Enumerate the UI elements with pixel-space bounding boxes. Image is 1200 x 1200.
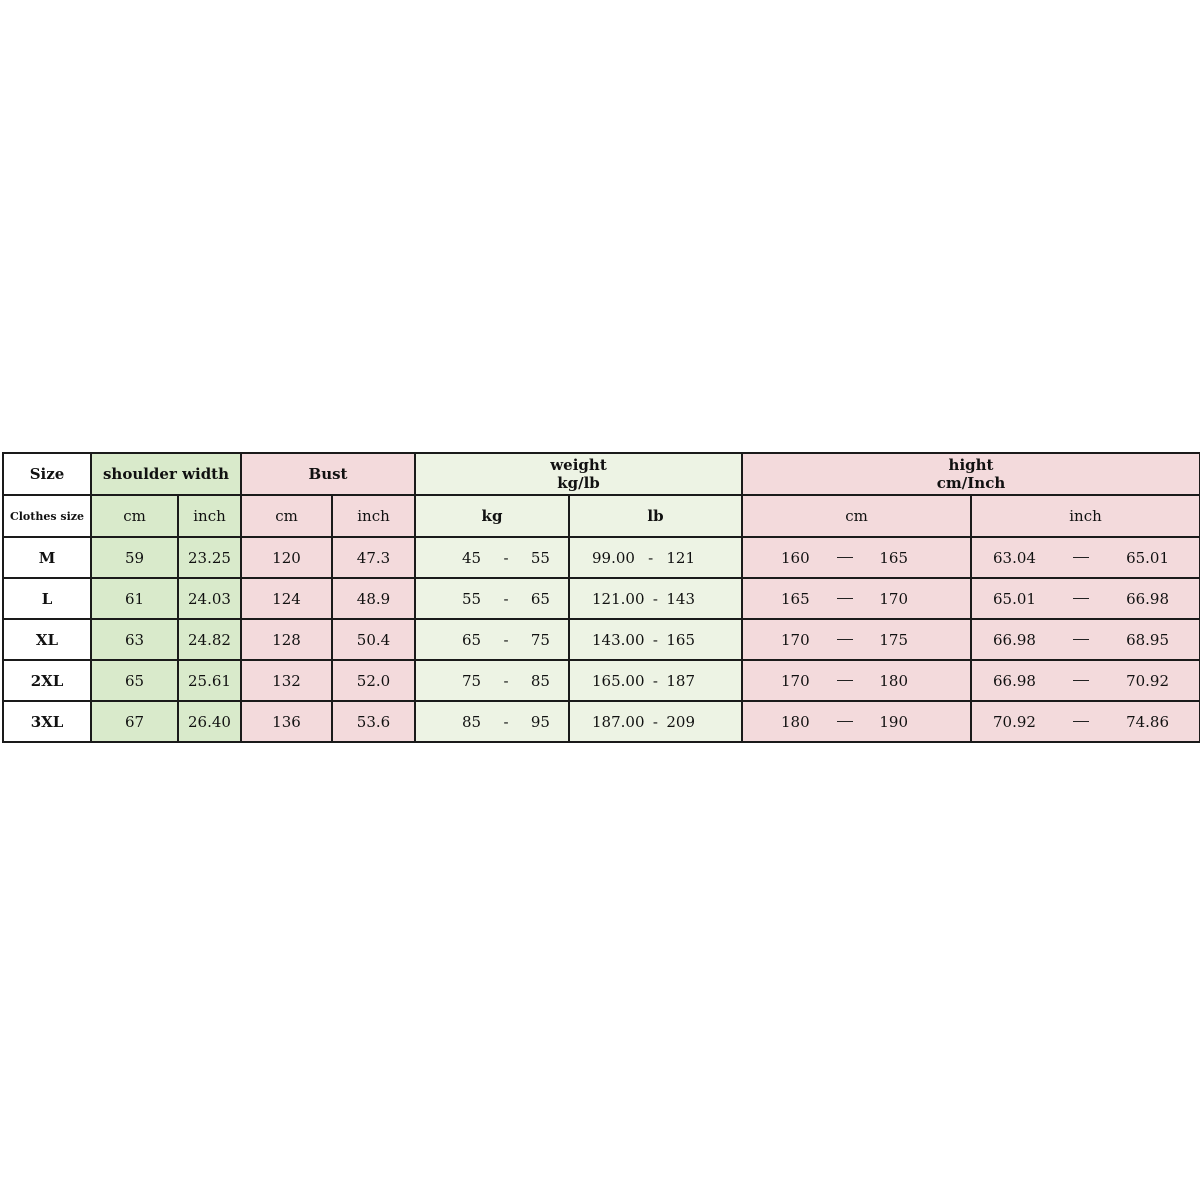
kg-max: 65 (530, 589, 550, 608)
bust-cm-cell: 120 (241, 537, 332, 578)
cm-min: 170 (781, 630, 810, 649)
hight-inch-cell (971, 660, 1200, 701)
shoulder-inch-cell: 25.61 (178, 660, 241, 701)
shoulder-cm-cell: 67 (91, 701, 178, 742)
lb-min: 165.00 (592, 671, 645, 690)
in-min: 65.01 (993, 589, 1036, 608)
kg-min: 65 (462, 630, 482, 649)
kg-max: 85 (530, 671, 550, 690)
range-dash (837, 598, 853, 599)
weight-header-units: kg/lb (557, 474, 600, 492)
hight-header (742, 453, 1200, 495)
hight-inch-header: inch (971, 495, 1200, 537)
cm-max: 180 (879, 671, 909, 690)
size-cell: M (3, 537, 91, 578)
weight-lb-cell (569, 660, 742, 701)
weight-lb-cell (569, 578, 742, 619)
weight-kg-header: kg (415, 495, 569, 537)
table-row (3, 619, 1200, 660)
weight-header (415, 453, 742, 495)
cm-max: 165 (879, 548, 909, 567)
bust-cm-cell: 124 (241, 578, 332, 619)
cm-min: 165 (781, 589, 810, 608)
hight-header-units: cm/Inch (936, 474, 1006, 492)
cm-min: 160 (781, 548, 810, 567)
shoulder-cm-header: cm (91, 495, 178, 537)
shoulder-cm-cell: 59 (91, 537, 178, 578)
shoulder-inch-header: inch (178, 495, 241, 537)
range-dash (837, 680, 853, 681)
shoulder-inch-cell: 24.82 (178, 619, 241, 660)
bust-cm-cell: 128 (241, 619, 332, 660)
size-cell: XL (3, 619, 91, 660)
shoulder-inch-cell: 23.25 (178, 537, 241, 578)
size-header: Size (3, 453, 91, 495)
lb-min: 121.00 (592, 589, 645, 608)
shoulder-inch-cell: 24.03 (178, 578, 241, 619)
cm-max: 170 (879, 589, 909, 608)
range-dash (1073, 721, 1089, 722)
bust-inch-cell: 47.3 (332, 537, 415, 578)
in-min: 66.98 (993, 630, 1036, 649)
size-cell: 2XL (3, 660, 91, 701)
in-min: 70.92 (993, 712, 1036, 731)
shoulder-cm-cell: 65 (91, 660, 178, 701)
weight-lb-cell (569, 701, 742, 742)
bust-inch-cell: 52.0 (332, 660, 415, 701)
bust-cm-cell: 132 (241, 660, 332, 701)
range-dash (837, 721, 853, 722)
weight-kg-cell (415, 537, 569, 578)
kg-max: 55 (530, 548, 550, 567)
hight-cm-cell (742, 619, 971, 660)
range-separator: - (503, 548, 509, 567)
bust-cm-header: cm (241, 495, 332, 537)
hight-cm-cell (742, 660, 971, 701)
in-max: 70.92 (1126, 671, 1170, 690)
lb-max: 187 (666, 671, 695, 690)
table-row (3, 537, 1200, 578)
range-dash (837, 557, 853, 558)
weight-lb-cell (569, 619, 742, 660)
bust-inch-header: inch (332, 495, 415, 537)
range-separator: - (503, 671, 509, 690)
in-max: 65.01 (1126, 548, 1170, 567)
bust-inch-cell: 53.6 (332, 701, 415, 742)
range-separator: - (648, 548, 654, 567)
subheader-row (3, 495, 1200, 537)
range-separator: - (503, 589, 509, 608)
weight-kg-cell (415, 619, 569, 660)
size-rows (3, 537, 1200, 742)
weight-lb-cell (569, 537, 742, 578)
weight-lb-header: lb (569, 495, 742, 537)
table-row (3, 578, 1200, 619)
kg-max: 75 (530, 630, 550, 649)
cm-max: 175 (879, 630, 909, 649)
bust-inch-cell: 48.9 (332, 578, 415, 619)
in-min: 66.98 (993, 671, 1036, 690)
bust-header: Bust (241, 453, 415, 495)
cm-max: 190 (879, 712, 909, 731)
range-separator: - (652, 630, 658, 649)
in-max: 66.98 (1126, 589, 1170, 608)
kg-min: 45 (462, 548, 482, 567)
bust-inch-cell: 50.4 (332, 619, 415, 660)
size-chart-table (2, 452, 1200, 743)
range-dash (1073, 557, 1089, 558)
hight-cm-cell (742, 701, 971, 742)
lb-min: 187.00 (592, 712, 645, 731)
clothes-size-header: Clothes size (3, 495, 91, 537)
shoulder-width-header: shoulder width (91, 453, 241, 495)
hight-inch-cell (971, 578, 1200, 619)
bust-cm-cell: 136 (241, 701, 332, 742)
in-min: 63.04 (993, 548, 1036, 567)
shoulder-cm-cell: 63 (91, 619, 178, 660)
weight-kg-cell (415, 660, 569, 701)
size-cell: 3XL (3, 701, 91, 742)
shoulder-inch-cell: 26.40 (178, 701, 241, 742)
hight-inch-cell (971, 619, 1200, 660)
lb-min: 143.00 (592, 630, 645, 649)
kg-min: 75 (462, 671, 482, 690)
in-max: 68.95 (1126, 630, 1170, 649)
weight-kg-cell (415, 578, 569, 619)
range-dash (1073, 598, 1089, 599)
range-dash (1073, 639, 1089, 640)
range-separator: - (503, 712, 509, 731)
hight-cm-header: cm (742, 495, 971, 537)
table-row (3, 701, 1200, 742)
hight-inch-cell (971, 537, 1200, 578)
kg-min: 55 (462, 589, 482, 608)
size-cell: L (3, 578, 91, 619)
hight-cm-cell (742, 578, 971, 619)
lb-max: 209 (666, 712, 695, 731)
range-separator: - (503, 630, 509, 649)
table-row (3, 660, 1200, 701)
hight-cm-cell (742, 537, 971, 578)
shoulder-cm-cell: 61 (91, 578, 178, 619)
kg-min: 85 (462, 712, 482, 731)
lb-min: 99.00 (592, 548, 635, 567)
range-dash (837, 639, 853, 640)
range-separator: - (652, 589, 658, 608)
lb-max: 143 (666, 589, 695, 608)
cm-min: 170 (781, 671, 810, 690)
weight-header-title: weight (550, 456, 607, 474)
weight-kg-cell (415, 701, 569, 742)
lb-max: 165 (666, 630, 695, 649)
hight-header-title: hight (948, 456, 994, 474)
range-separator: - (652, 671, 658, 690)
kg-max: 95 (530, 712, 550, 731)
range-dash (1073, 680, 1089, 681)
lb-max: 121 (666, 548, 696, 567)
hight-inch-cell (971, 701, 1200, 742)
in-max: 74.86 (1126, 712, 1170, 731)
header-row (3, 453, 1200, 495)
cm-min: 180 (781, 712, 810, 731)
range-separator: - (652, 712, 658, 731)
